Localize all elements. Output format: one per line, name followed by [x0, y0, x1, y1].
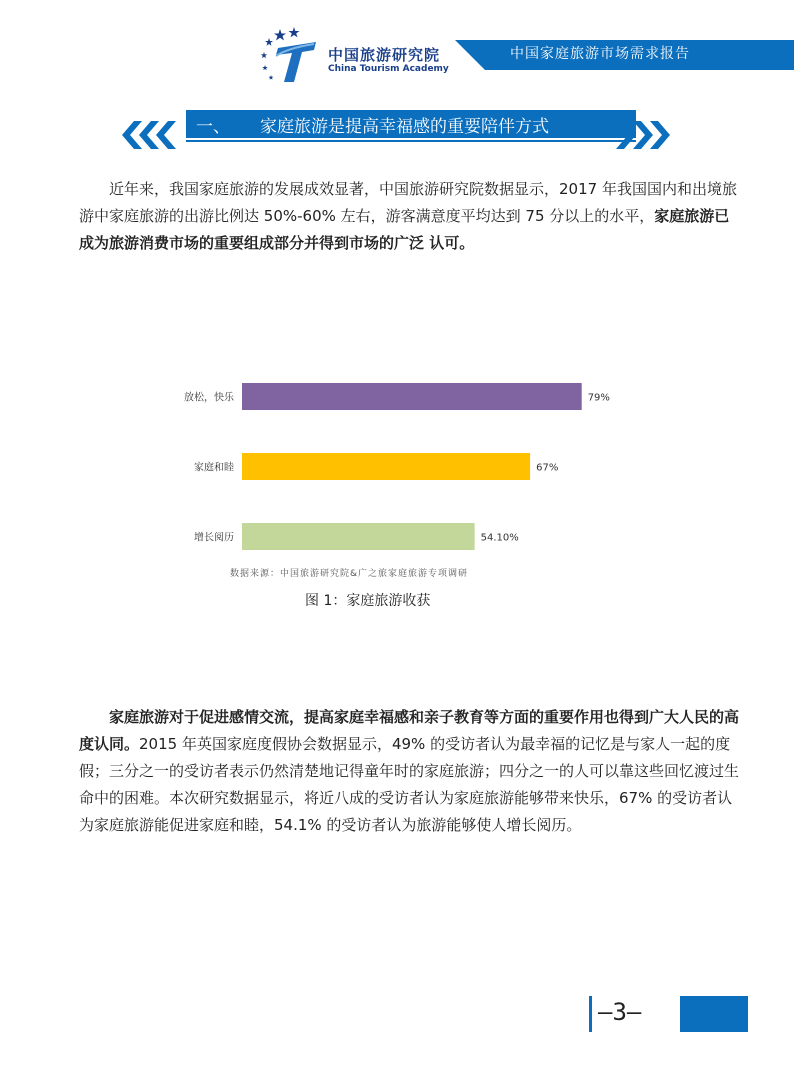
category-label-3: 增长阅历	[194, 532, 234, 544]
intro-paragraph	[79, 176, 739, 257]
value-label-1: 79%	[587, 392, 610, 404]
section-title: 家庭旅游是提高幸福感的重要陪伴方式	[260, 117, 549, 137]
figure-caption: 图 1：家庭旅游收获	[305, 593, 431, 609]
chart-source-note: 数据来源：中国旅游研究院&广之旅家庭旅游专项调研	[230, 569, 469, 579]
page-number: –3–	[598, 998, 642, 1026]
body-paragraph	[79, 704, 739, 839]
bar-2	[242, 453, 530, 480]
value-label-3: 54.10%	[480, 532, 519, 544]
category-label-1: 放松，快乐	[184, 392, 234, 404]
org-name-en: China Tourism Academy	[328, 64, 449, 74]
org-name-cn: 中国旅游研究院	[328, 46, 441, 64]
body-bold-text: 家庭旅游对于促进感情交流，提高家庭幸福感和亲子教育等方面的重要作用也得到广大人民的高度认同。	[79, 708, 740, 753]
intro-bold-text: 家庭旅游已成为旅游消费市场的重要组成部分并得到市场的广泛 认可。	[79, 207, 730, 252]
bar-1	[242, 383, 582, 410]
page-number-bar	[589, 996, 592, 1032]
value-label-2: 67%	[536, 462, 559, 474]
report-title: 中国家庭旅游市场需求报告	[510, 46, 690, 62]
section-title-underline	[186, 140, 636, 142]
category-label-2: 家庭和睦	[194, 462, 234, 474]
intro-text: 近年来，我国家庭旅游的发展成效显著，中国旅游研究院数据显示，2017 年我国国内和出境旅游中家庭旅游的出游比例达 50%-60% 左右，游客满意度平均达到 75 分以上的水平，	[79, 180, 737, 225]
bar-3	[242, 523, 475, 550]
footer-accent-box	[680, 996, 748, 1032]
cta-logo-icon	[258, 26, 320, 86]
family-travel-benefits-chart	[150, 340, 650, 580]
chevrons-right-icon	[610, 118, 672, 152]
section-number: 一、	[196, 117, 230, 137]
body-text: 2015 年英国家庭度假协会数据显示，49% 的受访者认为最幸福的记忆是与家人一起的度假；三分之一的受访者表示仍然清楚地记得童年时的家庭旅游；四分之一的人可以靠这些回忆渡过生命中的困难。本次研究数据显示，将近八成的受访者认为家庭旅游能够带来快乐，67% 的受访者认为家庭旅游能促进家庭和睦，54.1% 的受访者认为旅游能够使人增长阅历。	[79, 735, 740, 834]
chevrons-left-icon	[120, 118, 182, 152]
